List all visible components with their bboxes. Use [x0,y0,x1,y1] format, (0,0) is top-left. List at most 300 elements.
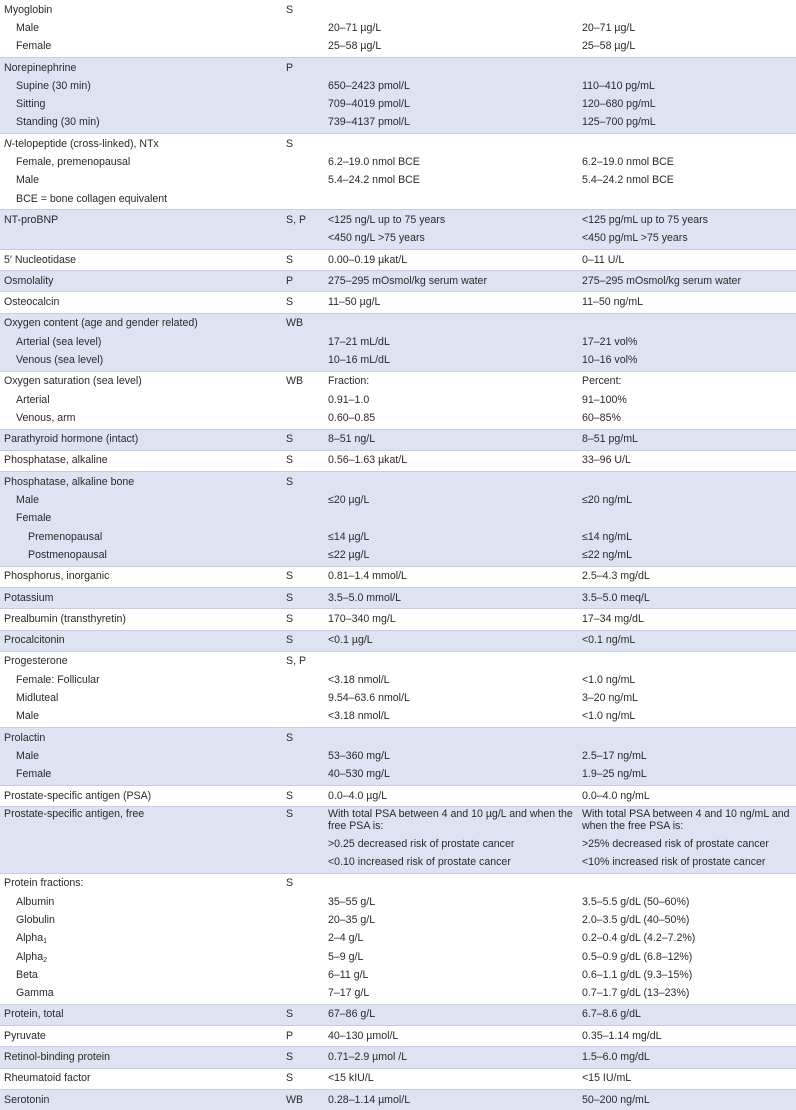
si-units-cell: 0.0–4.0 µg/L [324,785,578,806]
specimen-cell: S [282,429,324,450]
test-name: Arterial (sea level) [16,335,102,348]
table-row-group [0,292,796,313]
test-name-cell [0,835,282,853]
table-row-group [0,566,796,587]
test-name: Female: Follicular [16,673,100,686]
test-name: Female [16,512,52,525]
table-row-group [0,134,796,210]
test-name: NT-proBNP [4,213,59,226]
conventional-units-cell: <1.0 ng/mL [578,708,796,728]
test-name: Supine (30 min) [16,79,91,92]
test-name-cell [0,292,282,313]
test-name-cell [0,708,282,728]
table-row [0,930,796,948]
si-units-cell: 40–130 µmol/L [324,1026,578,1047]
conventional-units-cell: 20–71 µg/L [578,19,796,37]
table-row [0,708,796,728]
si-units-cell: 650–2423 pmol/L [324,77,578,95]
test-name: Procalcitonin [4,634,65,647]
test-name-cell [0,351,282,371]
specimen-cell: S [282,249,324,270]
specimen-cell: P [282,57,324,77]
conventional-units-cell: 8–51 pg/mL [578,429,796,450]
si-units-cell: 67–86 g/L [324,1004,578,1025]
test-name: Oxygen saturation (sea level) [4,375,142,388]
test-name-cell [0,893,282,911]
si-units-cell [324,57,578,77]
specimen-cell: S [282,727,324,747]
test-name: Midluteal [16,692,59,705]
table-row [0,472,796,492]
test-name: Pyruvate [4,1029,46,1042]
si-units-cell: 6.2–19.0 nmol BCE [324,153,578,171]
test-name-cell [0,1004,282,1025]
table-row-group [0,727,796,785]
test-name-cell [0,409,282,429]
test-name: Female [16,40,52,53]
test-name-cell [0,546,282,566]
table-row [0,630,796,651]
si-units-cell: 739–4137 pmol/L [324,114,578,134]
test-name: Female, premenopausal [16,156,131,169]
conventional-units-cell [578,727,796,747]
conventional-units-cell: >25% decreased risk of prostate cancer [578,835,796,853]
table-row [0,873,796,893]
test-name: Gamma [16,987,54,1000]
test-name-cell [0,1026,282,1047]
test-name: Norepinephrine [4,61,77,74]
test-name-cell [0,172,282,190]
table-row [0,153,796,171]
specimen-cell [282,491,324,509]
test-name-cell [0,807,282,836]
si-units-cell: 40–530 mg/L [324,766,578,786]
specimen-cell: S [282,450,324,471]
conventional-units-cell: 6.7–8.6 g/dL [578,1004,796,1025]
conventional-units-cell: ≤14 ng/mL [578,528,796,546]
table-row [0,1026,796,1047]
conventional-units-cell: ≤22 ng/mL [578,546,796,566]
specimen-cell: S [282,873,324,893]
conventional-units-cell: 33–96 U/L [578,450,796,471]
table-row [0,948,796,966]
conventional-units-cell [578,510,796,528]
conventional-units-cell: 2.5–17 ng/mL [578,747,796,765]
si-units-cell: With total PSA between 4 and 10 µg/L and when the free PSA is: [324,807,578,836]
table-row [0,429,796,450]
specimen-cell [282,911,324,929]
test-name-cell [0,95,282,113]
conventional-units-cell: 1.5–6.0 mg/dL [578,1047,796,1068]
specimen-cell: S [282,807,324,836]
test-name-cell [0,0,282,19]
test-name-cell [0,491,282,509]
test-name: Parathyroid hormone (intact) [4,433,139,446]
conventional-units-cell: 3.5–5.0 meq/L [578,587,796,608]
test-name-cell [0,333,282,351]
conventional-units-cell: 17–21 vol% [578,333,796,351]
test-name-cell [0,38,282,58]
specimen-cell: S [282,1004,324,1025]
si-units-cell: 170–340 mg/L [324,609,578,630]
si-units-cell: 0.71–2.9 µmol /L [324,1047,578,1068]
table-row [0,1047,796,1068]
table-row-group [0,0,796,57]
specimen-cell [282,38,324,58]
test-name: Oxygen content (age and gender related) [4,317,198,330]
si-units-cell: 7–17 g/L [324,985,578,1005]
si-units-cell: 709–4019 pmol/L [324,95,578,113]
table-row [0,609,796,630]
test-name: Female [16,768,52,781]
conventional-units-cell: Percent: [578,371,796,391]
table-row-group [0,1047,796,1068]
test-name: Phosphorus, inorganic [4,570,110,583]
test-name-cell [0,391,282,409]
table-row-group [0,1004,796,1025]
si-units-cell: ≤20 µg/L [324,491,578,509]
test-name: Male [16,749,39,762]
table-row-group [0,313,796,371]
table-row [0,985,796,1005]
conventional-units-cell: <450 pg/mL >75 years [578,230,796,250]
table-row-group [0,651,796,727]
si-units-cell [324,873,578,893]
test-name: Venous, arm [16,411,76,424]
test-name: Retinol-binding protein [4,1051,111,1064]
conventional-units-cell: <0.1 ng/mL [578,630,796,651]
specimen-cell [282,853,324,873]
test-name-cell [0,313,282,333]
table-row [0,249,796,270]
specimen-cell [282,835,324,853]
table-row [0,230,796,250]
specimen-cell: P [282,1026,324,1047]
test-name: -telopeptide (cross-linked), NTx [11,137,159,150]
specimen-cell: S [282,1068,324,1089]
specimen-cell: S [282,609,324,630]
conventional-units-cell: 91–100% [578,391,796,409]
table-row [0,491,796,509]
test-name: 5′ Nucleotidase [4,253,77,266]
test-name-cell [0,429,282,450]
si-units-cell: 25–58 µg/L [324,38,578,58]
table-row [0,19,796,37]
specimen-cell: WB [282,371,324,391]
specimen-cell [282,190,324,210]
test-name-cell [0,651,282,671]
test-name-cell [0,134,282,154]
table-row-group [0,371,796,429]
conventional-units-cell: 1.9–25 ng/mL [578,766,796,786]
conventional-units-cell: 3–20 ng/mL [578,689,796,707]
test-name: Alpha [16,950,44,963]
table-row [0,172,796,190]
table-row [0,0,796,19]
test-name-cell [0,966,282,984]
conventional-units-cell: 110–410 pg/mL [578,77,796,95]
si-units-cell: <15 kIU/L [324,1068,578,1089]
table-row-group [0,429,796,450]
test-name: Male [16,21,39,34]
specimen-cell [282,510,324,528]
si-units-cell: 0.56–1.63 µkat/L [324,450,578,471]
table-row [0,835,796,853]
table-row [0,689,796,707]
test-name-cell [0,190,282,210]
test-name-cell [0,766,282,786]
conventional-units-cell: 0.0–4.0 ng/mL [578,785,796,806]
conventional-units-cell: 0.6–1.1 g/dL (9.3–15%) [578,966,796,984]
si-units-cell [324,472,578,492]
table-row-group [0,1090,796,1110]
test-name: Rheumatoid factor [4,1072,91,1085]
table-row [0,807,796,836]
conventional-units-cell: 25–58 µg/L [578,38,796,58]
si-units-cell: 20–71 µg/L [324,19,578,37]
conventional-units-cell: 2.5–4.3 mg/dL [578,566,796,587]
test-name: Male [16,174,39,187]
conventional-units-cell: 0.35–1.14 mg/dL [578,1026,796,1047]
conventional-units-cell: 0.7–1.7 g/dL (13–23%) [578,985,796,1005]
conventional-units-cell: 2.0–3.5 g/dL (40–50%) [578,911,796,929]
test-name-prefix: N [4,137,12,150]
table-row-group [0,807,796,874]
si-units-cell: ≤14 µg/L [324,528,578,546]
conventional-units-cell [578,651,796,671]
test-name-cell [0,587,282,608]
test-name: Male [16,710,39,723]
test-name-cell [0,609,282,630]
specimen-cell [282,948,324,966]
test-name-cell [0,853,282,873]
specimen-cell [282,351,324,371]
specimen-cell [282,671,324,689]
table-row [0,966,796,984]
test-name-cell [0,948,282,966]
conventional-units-cell: 50–200 ng/mL [578,1090,796,1110]
test-name-cell [0,528,282,546]
test-name: Postmenopausal [28,548,107,561]
table-row [0,190,796,210]
si-units-cell [324,651,578,671]
test-name-cell [0,510,282,528]
table-row [0,1068,796,1089]
test-name: Sitting [16,98,46,111]
specimen-cell: S [282,1047,324,1068]
test-name: Standing (30 min) [16,116,100,129]
test-name: Potassium [4,591,54,604]
si-units-cell: 0.81–1.4 mmol/L [324,566,578,587]
conventional-units-cell [578,190,796,210]
test-name: Protein fractions: [4,877,84,890]
si-units-cell: 5.4–24.2 nmol BCE [324,172,578,190]
specimen-cell [282,546,324,566]
test-name-cell [0,210,282,230]
test-name: BCE = bone collagen equivalent [16,192,168,205]
table-row-group [0,1068,796,1089]
table-row-group [0,57,796,133]
test-name-cell [0,671,282,689]
test-name: Osmolality [4,274,54,287]
test-name-cell [0,985,282,1005]
test-name-cell [0,630,282,651]
test-name: Albumin [16,895,55,908]
test-name-cell [0,77,282,95]
table-row [0,57,796,77]
si-units-cell: 2–4 g/L [324,930,578,948]
test-name: Serotonin [4,1093,50,1106]
si-units-cell: 9.54–63.6 nmol/L [324,689,578,707]
specimen-cell: S [282,587,324,608]
si-units-cell: 53–360 mg/L [324,747,578,765]
si-units-cell: 6–11 g/L [324,966,578,984]
table-row [0,651,796,671]
conventional-units-cell: 17–34 mg/dL [578,609,796,630]
si-units-cell [324,190,578,210]
test-name: Globulin [16,914,55,926]
conventional-units-cell: 10–16 vol% [578,351,796,371]
test-name: Venous (sea level) [16,353,104,366]
test-name: Protein, total [4,1008,64,1021]
conventional-units-cell: 11–50 ng/mL [578,292,796,313]
si-units-cell: ≤22 µg/L [324,546,578,566]
table-row [0,727,796,747]
test-name-cell [0,57,282,77]
test-name-subscript: 2 [43,956,48,964]
specimen-cell [282,985,324,1005]
specimen-cell [282,77,324,95]
table-row-group [0,472,796,566]
specimen-cell [282,930,324,948]
conventional-units-cell: 3.5–5.5 g/dL (50–60%) [578,893,796,911]
si-units-cell: <0.10 increased risk of prostate cancer [324,853,578,873]
si-units-cell: 0.28–1.14 µmol/L [324,1090,578,1110]
table-row [0,38,796,58]
si-units-cell: 0.00–0.19 µkat/L [324,249,578,270]
test-name: Prostate-specific antigen (PSA) [4,789,152,802]
table-row [0,95,796,113]
table-row [0,566,796,587]
table-row-group [0,450,796,471]
test-name: Prolactin [4,731,46,744]
si-units-cell [324,0,578,19]
test-name-cell [0,230,282,250]
conventional-units-cell [578,57,796,77]
test-name: Alpha [16,932,44,945]
table-row [0,893,796,911]
test-name-cell [0,911,282,929]
specimen-cell [282,528,324,546]
si-units-cell: <450 ng/L >75 years [324,230,578,250]
si-units-cell: 8–51 ng/L [324,429,578,450]
table-row [0,528,796,546]
specimen-cell [282,893,324,911]
conventional-units-cell: 6.2–19.0 nmol BCE [578,153,796,171]
test-name: Prealbumin (transthyretin) [4,612,126,625]
specimen-cell [282,153,324,171]
table-row [0,292,796,313]
test-name-cell [0,1090,282,1110]
specimen-cell: S [282,785,324,806]
si-units-cell: <3.18 nmol/L [324,671,578,689]
specimen-cell [282,114,324,134]
specimen-cell [282,766,324,786]
conventional-units-cell [578,134,796,154]
table-row [0,210,796,230]
conventional-units-cell: 0.5–0.9 g/dL (6.8–12%) [578,948,796,966]
test-name-cell [0,785,282,806]
si-units-cell: 11–50 µg/L [324,292,578,313]
table-row [0,114,796,134]
table-row [0,747,796,765]
table-row-group [0,249,796,270]
specimen-cell: S, P [282,210,324,230]
specimen-cell [282,747,324,765]
si-units-cell: 17–21 mL/dL [324,333,578,351]
table-row [0,766,796,786]
test-name-cell [0,1047,282,1068]
test-name-cell [0,371,282,391]
conventional-units-cell: <125 pg/mL up to 75 years [578,210,796,230]
test-name-cell [0,472,282,492]
specimen-cell [282,333,324,351]
test-name-subscript: 1 [43,938,48,946]
si-units-cell [324,313,578,333]
specimen-cell [282,409,324,429]
si-units-cell: 3.5–5.0 mmol/L [324,587,578,608]
si-units-cell: <3.18 nmol/L [324,708,578,728]
test-name: Myoglobin [4,3,53,16]
table-row [0,409,796,429]
table-row [0,333,796,351]
si-units-cell: <0.1 µg/L [324,630,578,651]
test-name: Phosphatase, alkaline bone [4,475,135,488]
table-row [0,853,796,873]
si-units-cell: 35–55 g/L [324,893,578,911]
table-row-group [0,271,796,292]
table-row-group [0,210,796,250]
specimen-cell: S, P [282,651,324,671]
specimen-cell [282,19,324,37]
specimen-cell: S [282,0,324,19]
conventional-units-cell: 60–85% [578,409,796,429]
table-row [0,671,796,689]
si-units-cell: 0.60–0.85 [324,409,578,429]
specimen-cell [282,172,324,190]
test-name-cell [0,727,282,747]
conventional-units-cell [578,0,796,19]
test-name: Premenopausal [28,530,103,543]
conventional-units-cell [578,873,796,893]
si-units-cell: 20–35 g/L [324,911,578,929]
specimen-cell [282,391,324,409]
test-name-cell [0,873,282,893]
table-row [0,77,796,95]
table-row [0,911,796,929]
table-row [0,1004,796,1025]
si-units-cell: 0.91–1.0 [324,391,578,409]
table-row-group [0,630,796,651]
test-name-cell [0,19,282,37]
table-row [0,587,796,608]
specimen-cell: S [282,566,324,587]
test-name: Beta [16,968,38,981]
test-name: Progesterone [4,655,68,668]
table-row [0,371,796,391]
test-name-cell [0,747,282,765]
conventional-units-cell [578,472,796,492]
